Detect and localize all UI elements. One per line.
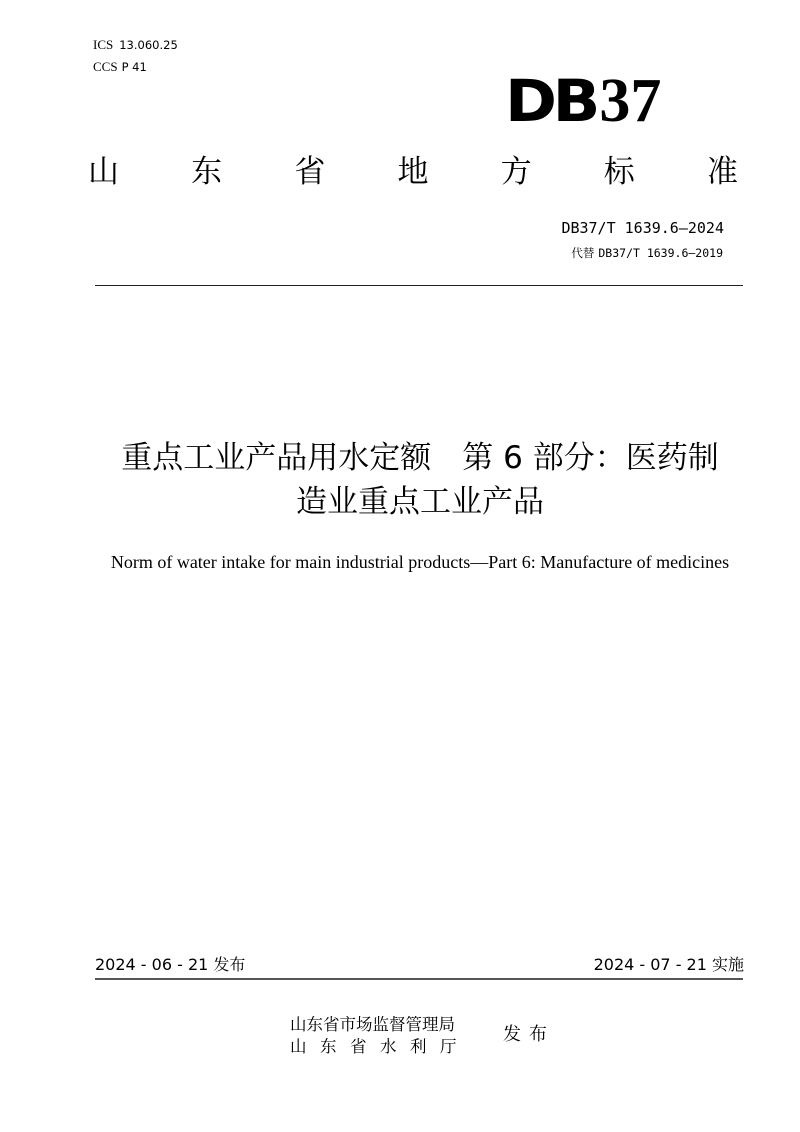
- ics-label: ICS: [93, 37, 114, 52]
- issue-date: 2024 - 06 - 21 发布: [95, 955, 246, 974]
- issuer-water-resources: 山东省水利厅: [290, 1037, 470, 1056]
- replaces-code: DB37/T 1639.6—2019: [598, 246, 723, 260]
- implementation-date: 2024 - 07 - 21 实施: [593, 955, 744, 974]
- issuing-authorities: [290, 1014, 470, 1058]
- standard-type-char: 省: [294, 154, 326, 190]
- logo-prefix: DB: [505, 67, 597, 135]
- issuer-market-regulation: 山东省市场监督管理局: [290, 1015, 455, 1034]
- logo-number: 37: [599, 67, 662, 135]
- footer-divider: [95, 978, 743, 980]
- document-title-english: Norm of water intake for main industrial products—Part 6: Manufacture of medicines: [110, 552, 730, 572]
- header-divider: [95, 285, 743, 286]
- standard-type-char: 标: [603, 154, 635, 190]
- standard-type-heading: [88, 152, 738, 192]
- replaces-standard: [571, 246, 723, 261]
- ics-value: 13.060.25: [119, 38, 178, 52]
- standard-type-char: 东: [191, 154, 223, 190]
- replaces-label: 代替: [571, 246, 595, 260]
- db37-logo: [505, 67, 662, 135]
- standard-code: DB37/T 1639.6—2024: [561, 219, 724, 237]
- title-line-2: 造业重点工业产品: [296, 484, 544, 520]
- standard-type-char: 准: [706, 154, 738, 190]
- standard-type-char: 山: [88, 154, 119, 190]
- document-title-chinese: [90, 436, 750, 524]
- ccs-value: P 41: [121, 60, 147, 74]
- ccs-code: [93, 60, 147, 74]
- standard-type-char: 方: [500, 154, 532, 190]
- title-line-1: 重点工业产品用水定额 第 6 部分：医药制: [121, 440, 719, 476]
- ccs-label: CCS: [93, 59, 118, 74]
- ics-code: [93, 38, 178, 52]
- standard-type-char: 地: [397, 154, 429, 190]
- issue-action: 发布: [503, 1024, 555, 1045]
